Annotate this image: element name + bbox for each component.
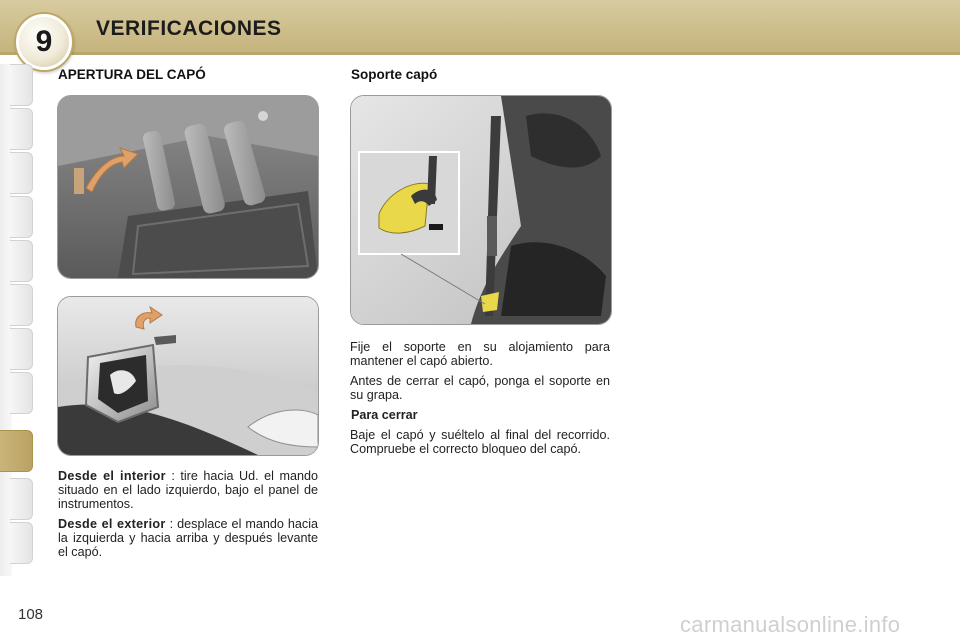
support-instruction-1: Fije el soporte en su alojamiento para mantener el capó abierto. [350,340,610,368]
hood-opening-instructions [58,469,318,565]
side-tab[interactable] [10,152,33,194]
closing-instructions [350,428,610,462]
interior-text: : tire hacia Ud. el mando situado en el lado izquierdo, bajo el panel de instrumentos. [58,469,318,511]
side-tab-active[interactable] [0,430,33,472]
chapter-number-badge: 9 [16,14,72,70]
photo-interior-release-lever [57,95,319,279]
chapter-title: VERIFICACIONES [96,17,282,40]
chapter-side-tabs [0,64,34,576]
header-divider [0,52,960,55]
hood-support-instructions [350,340,610,408]
watermark: carmanualsonline.info [680,612,901,637]
photo-exterior-release-handle [57,296,319,456]
side-tab[interactable] [10,240,33,282]
closing-instruction: Baje el capó y suéltelo al final del recorrido. Compruebe el correcto bloqueo del capó. [350,428,610,456]
support-instruction-2: Antes de cerrar el capó, ponga el soporte en su grapa. [350,374,610,402]
side-tab[interactable] [10,108,33,150]
section-heading-hood-opening: APERTURA DEL CAPÓ [58,67,206,82]
page-number: 108 [18,606,44,623]
side-tab[interactable] [10,284,33,326]
side-tab[interactable] [10,64,33,106]
interior-label: Desde el interior [58,469,166,483]
side-tab[interactable] [10,328,33,370]
interior-instruction [58,469,318,511]
exterior-instruction [58,517,318,559]
side-tab[interactable] [10,522,33,564]
subheading-closing: Para cerrar [351,408,418,422]
exterior-label: Desde el exterior [58,517,166,531]
side-tab[interactable] [10,372,33,414]
side-tab[interactable] [10,478,33,520]
side-tab[interactable] [10,196,33,238]
section-heading-hood-support: Soporte capó [351,67,438,82]
photo-hood-support-rod [350,95,612,325]
exterior-text: : desplace el mando hacia la izquierda y hacia arriba y después levante el capó. [58,517,318,559]
